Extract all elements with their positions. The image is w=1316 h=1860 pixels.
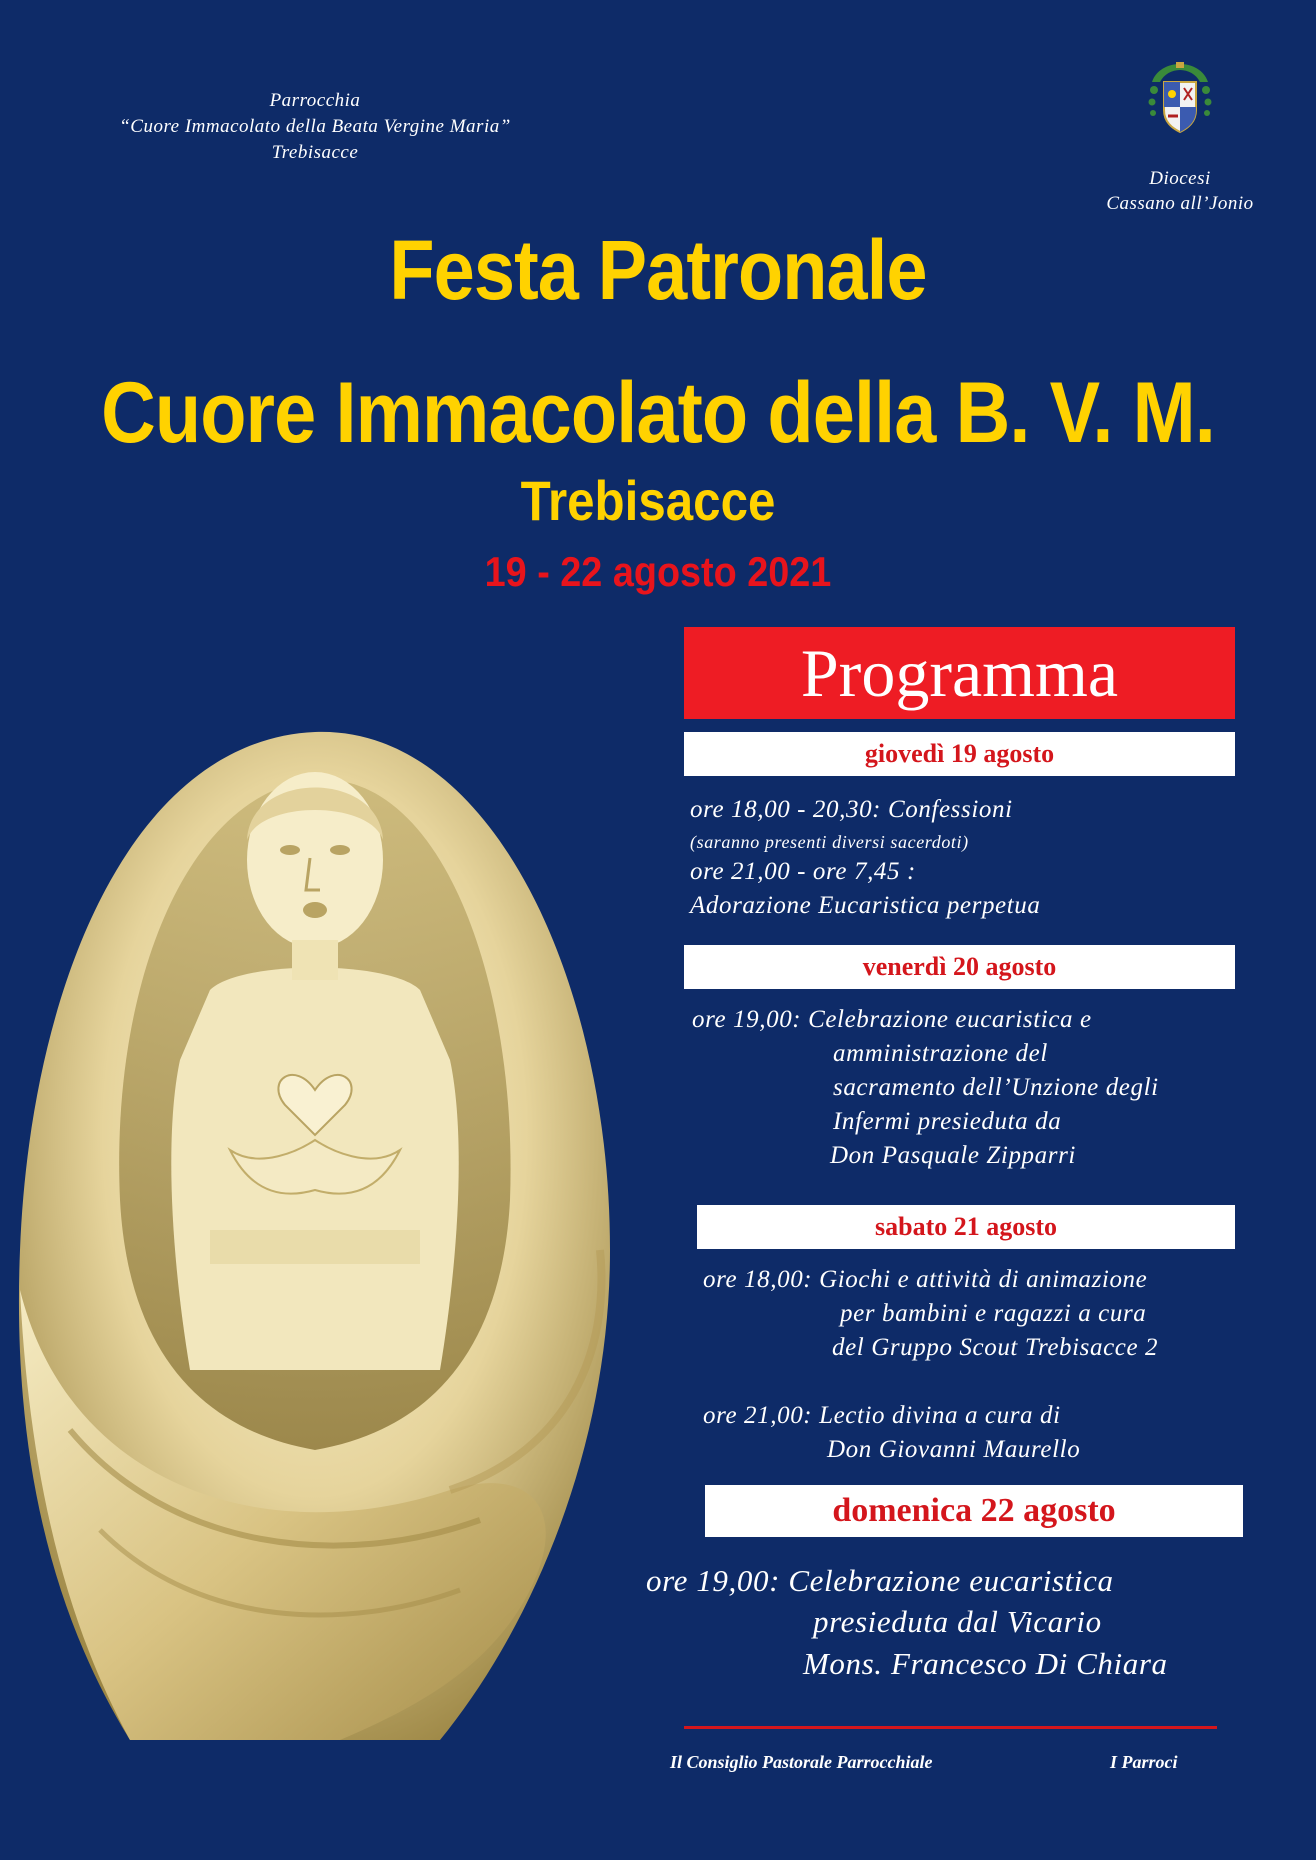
event-line: per bambini e ragazzi a cura xyxy=(840,1300,1147,1327)
event-line: ore 18,00: Giochi e attività di animazione xyxy=(703,1266,1148,1293)
event-line: Infermi presieduta da xyxy=(833,1108,1062,1135)
event-line: ore 18,00 - 20,30: Confessioni xyxy=(690,796,1013,823)
day-header-friday: venerdì 20 agosto xyxy=(684,945,1235,989)
diocese-label: Diocesi xyxy=(1149,168,1211,189)
parish-block xyxy=(60,88,570,166)
event-line: presieduta dal Vicario xyxy=(813,1604,1102,1639)
festival-town: Trebisacce xyxy=(520,469,776,532)
event-line: ore 21,00: Lectio divina a cura di xyxy=(703,1402,1061,1429)
festival-dates: 19 - 22 agosto 2021 xyxy=(484,548,832,595)
footer-council: Il Consiglio Pastorale Parrocchiale xyxy=(670,1752,933,1772)
day-header-saturday: sabato 21 agosto xyxy=(697,1205,1235,1249)
footer-priests: I Parroci xyxy=(1110,1752,1178,1772)
event-line: ore 19,00: Celebrazione eucaristica e xyxy=(692,1006,1092,1033)
footer-divider xyxy=(684,1726,1217,1729)
diocese-crest-icon xyxy=(1146,60,1214,140)
event-line: del Gruppo Scout Trebisacce 2 xyxy=(832,1334,1159,1361)
day-header-thursday: giovedì 19 agosto xyxy=(684,732,1235,776)
event-line: Mons. Francesco Di Chiara xyxy=(803,1646,1168,1681)
event-line: sacramento dell’Unzione degli xyxy=(833,1074,1159,1101)
diocese-block xyxy=(1070,60,1290,216)
parish-name: “Cuore Immacolato della Beata Vergine Maria” xyxy=(119,116,511,137)
event-line: ore 19,00: Celebrazione eucaristica xyxy=(646,1563,1114,1598)
day-header-sunday: domenica 22 agosto xyxy=(705,1485,1243,1537)
madonna-statue-image xyxy=(10,730,620,1750)
event-line: Don Pasquale Zipparri xyxy=(830,1142,1076,1169)
event-line: Don Giovanni Maurello xyxy=(827,1436,1081,1463)
parish-town: Trebisacce xyxy=(271,142,359,163)
event-note: (saranno presenti diversi sacerdoti) xyxy=(690,832,969,852)
event-line: amministrazione del xyxy=(833,1040,1048,1067)
diocese-name: Cassano all’Jonio xyxy=(1106,193,1254,214)
festival-title: Festa Patronale xyxy=(389,223,927,317)
event-line: ore 21,00 - ore 7,45 : xyxy=(690,858,916,885)
parish-label: Parrocchia xyxy=(269,90,361,111)
festival-subtitle: Cuore Immacolato della B. V. M. xyxy=(101,365,1215,461)
program-heading: Programma xyxy=(684,627,1235,719)
event-line: Adorazione Eucaristica perpetua xyxy=(690,892,1041,919)
